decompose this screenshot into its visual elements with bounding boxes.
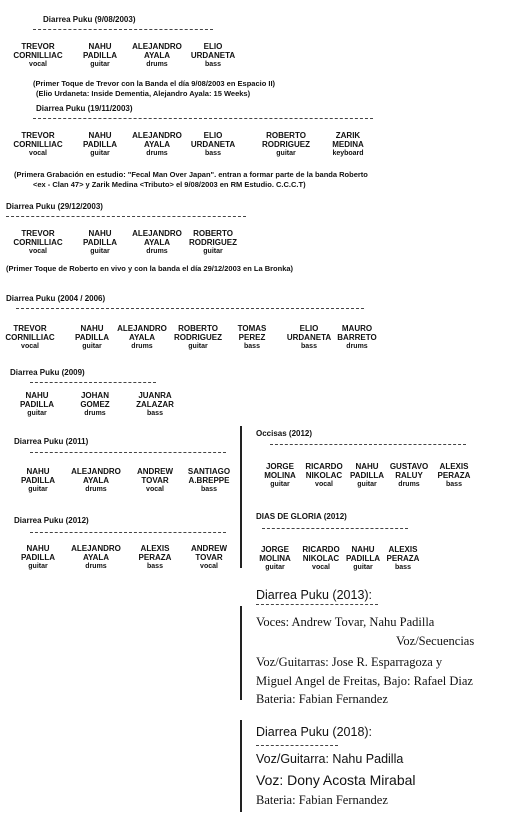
- member-last: PERAZA: [386, 554, 420, 563]
- member-first: JORGE: [260, 545, 289, 554]
- lineup-line: Miguel Angel de Freitas, Bajo: Rafael Diaz: [256, 674, 473, 688]
- member-first: ALEXIS: [140, 544, 170, 553]
- band-member: [125, 391, 185, 418]
- band-member: [66, 544, 126, 571]
- member-first: ALEJANDRO: [132, 229, 182, 238]
- section-note: <ex - Clan 47> y Zarik Medina <Tributo> el 9/08/2003 en RM Estudio. C.C.C.T): [33, 180, 306, 189]
- band-member: [112, 324, 172, 351]
- member-first: TREVOR: [13, 324, 47, 333]
- member-role: keyboard: [332, 150, 364, 157]
- member-first: ANDREW: [191, 544, 227, 553]
- member-last: ZALAZAR: [136, 400, 174, 409]
- member-last: PERAZA: [437, 471, 471, 480]
- member-first: JOHAN: [80, 391, 109, 400]
- member-last: RALUY: [395, 471, 423, 480]
- section-title: Diarrea Puku (2018):: [256, 725, 373, 739]
- member-last: PADILLA: [20, 553, 56, 562]
- member-role: vocal: [29, 61, 47, 68]
- member-role: vocal: [200, 563, 218, 570]
- member-role: guitar: [82, 343, 102, 350]
- member-first: ALEXIS: [439, 462, 469, 471]
- divider: [30, 382, 156, 383]
- member-last: RODRIGUEZ: [262, 140, 310, 149]
- member-first: NAHU: [88, 229, 112, 238]
- member-first: NAHU: [26, 467, 50, 476]
- member-first: RICARDO: [302, 545, 340, 554]
- member-last: TOVAR: [195, 553, 223, 562]
- band-member: [373, 545, 433, 572]
- band-member: [256, 131, 316, 158]
- member-first: NAHU: [88, 131, 112, 140]
- member-last: URDANETA: [190, 51, 236, 60]
- band-member: [65, 391, 125, 418]
- member-last: NIKOLAC: [305, 471, 343, 480]
- divider: [16, 308, 364, 309]
- section-title: Diarrea Puku (2004 / 2006): [6, 294, 106, 303]
- member-role: drums: [146, 248, 168, 255]
- divider: [270, 444, 466, 445]
- member-last: PEREZ: [238, 333, 266, 342]
- vertical-divider: [240, 426, 242, 568]
- member-last: A.BREPPE: [188, 476, 230, 485]
- member-first: JUANRA: [138, 391, 172, 400]
- section-title: Diarrea Puku (29/12/2003): [6, 202, 103, 211]
- member-first: NAHU: [355, 462, 379, 471]
- member-first: ALEJANDRO: [71, 467, 121, 476]
- band-member: [8, 131, 68, 158]
- member-role: guitar: [28, 486, 48, 493]
- member-first: TREVOR: [21, 42, 55, 51]
- member-first: ALEJANDRO: [71, 544, 121, 553]
- band-member: [125, 544, 185, 571]
- member-first: TREVOR: [21, 131, 55, 140]
- section-title: Diarrea Puku (19/11/2003): [36, 104, 133, 113]
- section-title: Diarrea Puku (2009): [10, 368, 85, 377]
- section-title: Diarrea Puku (2012): [14, 516, 89, 525]
- member-last: AYALA: [143, 140, 171, 149]
- lineup-line: Bateria: Fabian Fernandez: [256, 793, 388, 807]
- band-member: [127, 42, 187, 69]
- member-last: CORNILLIAC: [13, 51, 63, 60]
- section-note: (Elio Urdaneta: Inside Dementia, Alejandro Ayala: 15 Weeks): [36, 89, 251, 98]
- band-member: [66, 467, 126, 494]
- band-member: [8, 42, 68, 69]
- member-role: guitar: [27, 410, 47, 417]
- band-member: [70, 42, 130, 69]
- member-role: drums: [85, 486, 107, 493]
- member-role: drums: [84, 410, 106, 417]
- member-last: AYALA: [143, 238, 171, 247]
- band-member: [168, 324, 228, 351]
- member-role: drums: [398, 481, 420, 488]
- band-member: [318, 131, 378, 158]
- member-last: RODRIGUEZ: [174, 333, 222, 342]
- band-member: [183, 229, 243, 256]
- member-role: bass: [147, 410, 163, 417]
- member-first: ROBERTO: [193, 229, 233, 238]
- member-last: PADILLA: [349, 471, 385, 480]
- member-first: ELIO: [203, 131, 223, 140]
- member-role: vocal: [21, 343, 39, 350]
- lineup-line: Voz/Guitarra: Nahu Padilla: [256, 752, 404, 766]
- member-first: TREVOR: [21, 229, 55, 238]
- lineup-line: Voces: Andrew Tovar, Nahu Padilla: [256, 615, 435, 629]
- member-last: PADILLA: [20, 476, 56, 485]
- member-first: ALEJANDRO: [132, 131, 182, 140]
- lineup-line: Bateria: Fabian Fernandez: [256, 692, 388, 706]
- divider: [30, 452, 226, 453]
- member-role: guitar: [276, 150, 296, 157]
- band-member: [8, 544, 68, 571]
- section-title: Diarrea Puku (9/08/2003): [43, 15, 136, 24]
- member-first: ELIO: [299, 324, 319, 333]
- section-title: DIAS DE GLORIA (2012): [256, 512, 347, 521]
- divider: [30, 532, 226, 533]
- divider: [262, 528, 408, 529]
- divider: [256, 745, 338, 746]
- band-member: [222, 324, 282, 351]
- member-last: URDANETA: [286, 333, 332, 342]
- member-first: ALEJANDRO: [132, 42, 182, 51]
- member-first: GUSTAVO: [389, 462, 429, 471]
- vertical-divider: [240, 606, 242, 700]
- member-last: URDANETA: [190, 140, 236, 149]
- member-first: RICARDO: [305, 462, 343, 471]
- member-last: PADILLA: [74, 333, 110, 342]
- member-last: GOMEZ: [80, 400, 110, 409]
- member-first: MAURO: [341, 324, 373, 333]
- band-member: [183, 131, 243, 158]
- member-last: CORNILLIAC: [13, 140, 63, 149]
- band-member: [70, 229, 130, 256]
- member-role: guitar: [28, 563, 48, 570]
- band-member: [0, 324, 60, 351]
- member-last: CORNILLIAC: [13, 238, 63, 247]
- member-role: bass: [244, 343, 260, 350]
- section-title: Occisas (2012): [256, 429, 313, 438]
- member-role: vocal: [29, 150, 47, 157]
- member-role: drums: [131, 343, 153, 350]
- band-member: [183, 42, 243, 69]
- member-last: NIKOLAC: [302, 554, 340, 563]
- band-member: [7, 391, 67, 418]
- member-role: bass: [201, 486, 217, 493]
- member-role: guitar: [353, 564, 373, 571]
- divider: [33, 118, 373, 119]
- member-role: bass: [395, 564, 411, 571]
- band-member: [70, 131, 130, 158]
- member-role: bass: [147, 563, 163, 570]
- member-first: NAHU: [25, 391, 49, 400]
- section-title: Diarrea Puku (2011): [14, 437, 89, 446]
- member-first: NAHU: [351, 545, 375, 554]
- member-first: ROBERTO: [266, 131, 306, 140]
- member-last: TOVAR: [141, 476, 169, 485]
- band-member: [127, 131, 187, 158]
- member-first: ALEXIS: [388, 545, 418, 554]
- member-role: guitar: [203, 248, 223, 255]
- member-role: drums: [85, 563, 107, 570]
- member-last: PERAZA: [138, 553, 172, 562]
- member-last: PADILLA: [82, 51, 118, 60]
- member-role: bass: [205, 61, 221, 68]
- member-role: guitar: [90, 248, 110, 255]
- member-last: AYALA: [128, 333, 156, 342]
- member-first: ALEJANDRO: [117, 324, 167, 333]
- member-role: bass: [446, 481, 462, 488]
- member-first: ZARIK: [335, 131, 361, 140]
- member-role: vocal: [146, 486, 164, 493]
- member-first: NAHU: [26, 544, 50, 553]
- divider: [6, 216, 246, 217]
- band-member: [127, 229, 187, 256]
- member-first: ROBERTO: [178, 324, 218, 333]
- section-note: (Primera Grabación en estudio: "Fecal Man Over Japan". entran a formar parte de la banda Roberto: [14, 170, 368, 179]
- member-first: ELIO: [203, 42, 223, 51]
- section-note: (Primer Toque de Trevor con la Banda el día 9/08/2003 en Espacio II): [33, 79, 276, 88]
- member-role: drums: [146, 61, 168, 68]
- member-role: guitar: [270, 481, 290, 488]
- member-first: SANTIAGO: [187, 467, 231, 476]
- member-role: bass: [301, 343, 317, 350]
- member-role: guitar: [90, 150, 110, 157]
- member-first: TOMAS: [237, 324, 267, 333]
- member-last: CORNILLIAC: [5, 333, 55, 342]
- band-member: [327, 324, 387, 351]
- member-role: vocal: [312, 564, 330, 571]
- lineup-line: Voz/Guitarras: Jose R. Esparragoza y: [256, 655, 443, 669]
- member-role: bass: [205, 150, 221, 157]
- band-member: [8, 467, 68, 494]
- member-role: guitar: [90, 61, 110, 68]
- band-member: [179, 467, 239, 494]
- member-last: AYALA: [82, 476, 110, 485]
- member-role: vocal: [29, 248, 47, 255]
- member-last: MOLINA: [259, 554, 291, 563]
- member-first: JORGE: [265, 462, 294, 471]
- divider: [256, 604, 378, 605]
- member-last: AYALA: [143, 51, 171, 60]
- member-last: BARRETO: [337, 333, 377, 342]
- member-last: PADILLA: [82, 140, 118, 149]
- member-last: AYALA: [82, 553, 110, 562]
- lineup-line: Voz: Dony Acosta Mirabal: [256, 772, 416, 788]
- member-role: guitar: [265, 564, 285, 571]
- band-member: [8, 229, 68, 256]
- member-last: MEDINA: [332, 140, 364, 149]
- vertical-divider: [240, 720, 242, 812]
- member-role: drums: [146, 150, 168, 157]
- member-role: drums: [346, 343, 368, 350]
- member-first: NAHU: [88, 42, 112, 51]
- band-member: [424, 462, 484, 489]
- member-last: PADILLA: [345, 554, 381, 563]
- member-last: PADILLA: [19, 400, 55, 409]
- member-first: NAHU: [80, 324, 104, 333]
- section-note: (Primer Toque de Roberto en vivo y con la banda el día 29/12/2003 en La Bronka): [6, 264, 294, 273]
- section-title: Diarrea Puku (2013):: [256, 588, 373, 602]
- member-last: MOLINA: [264, 471, 296, 480]
- member-role: guitar: [357, 481, 377, 488]
- divider: [33, 29, 213, 30]
- band-member: [125, 467, 185, 494]
- member-role: vocal: [315, 481, 333, 488]
- member-first: ANDREW: [137, 467, 173, 476]
- member-last: RODRIGUEZ: [189, 238, 237, 247]
- lineup-line: Voz/Secuencias: [396, 634, 475, 648]
- member-last: PADILLA: [82, 238, 118, 247]
- band-member: [179, 544, 239, 571]
- member-role: guitar: [188, 343, 208, 350]
